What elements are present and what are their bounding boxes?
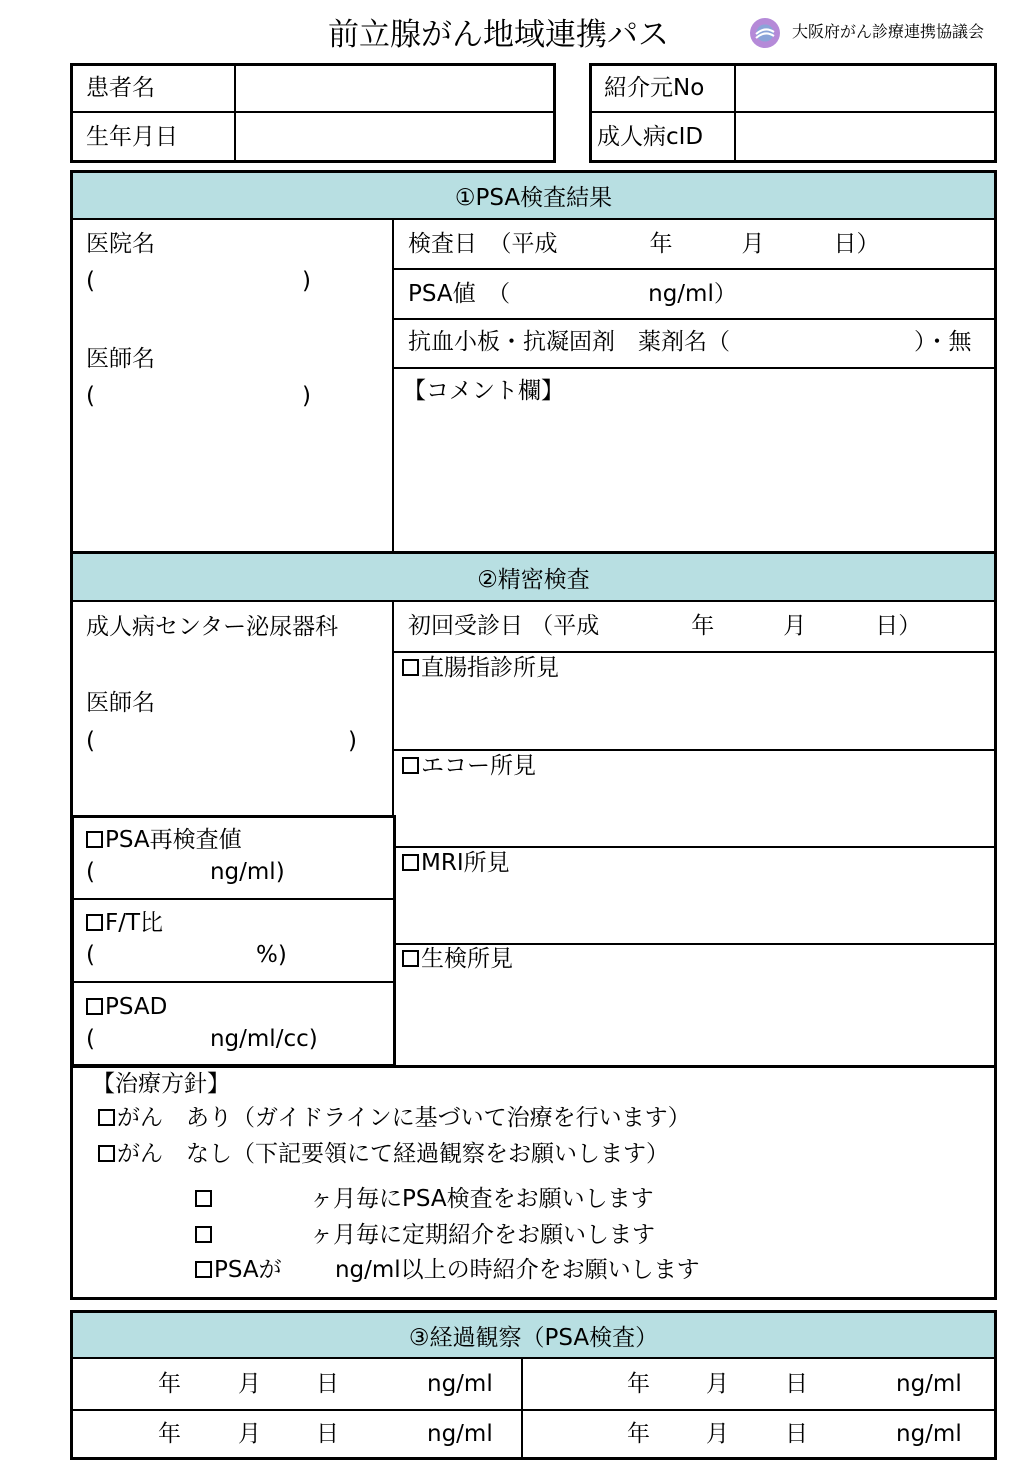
doctor-name-field[interactable]: ( ) xyxy=(86,383,311,409)
mri-checkbox[interactable] xyxy=(402,854,419,871)
psa-threshold-checkbox[interactable] xyxy=(195,1261,212,1278)
day-label: 日 xyxy=(316,1371,339,1397)
patient-name-label: 患者名 xyxy=(86,75,155,101)
psa-value-field[interactable]: PSA値 （ ng/ml） xyxy=(408,281,737,307)
dre-checkbox[interactable] xyxy=(402,659,419,676)
hospital-name-field[interactable]: ( ) xyxy=(86,268,311,294)
first-visit-date-field[interactable]: 初回受診日 （平成 年 月 日） xyxy=(408,613,922,639)
referral-no-label: 紹介元No xyxy=(604,75,705,101)
day-label: 日 xyxy=(785,1371,808,1397)
year-label: 年 xyxy=(627,1371,650,1397)
hospital-label: 医院名 xyxy=(86,231,155,257)
cancer-no-option[interactable]: がん なし（下記要領にて経過観察をお願いします） xyxy=(98,1143,669,1166)
referral-monthly-checkbox[interactable] xyxy=(195,1226,212,1243)
psa-retest-value-field[interactable]: ( ng/ml) xyxy=(86,859,285,885)
month-label: 月 xyxy=(706,1421,729,1447)
echo-findings[interactable]: エコー所見 xyxy=(402,755,536,778)
cancer-yes-option[interactable]: がん あり（ガイドラインに基づいて治療を行います） xyxy=(98,1107,691,1130)
mri-findings[interactable]: MRI所見 xyxy=(402,852,510,875)
month-label: 月 xyxy=(238,1421,261,1447)
cancer-yes-checkbox[interactable] xyxy=(98,1109,115,1126)
section1-header: ①PSA検査結果 xyxy=(73,173,994,220)
psa-monthly-checkbox[interactable] xyxy=(195,1190,212,1207)
section3-header: ③経過観察（PSA検査） xyxy=(73,1313,994,1359)
month-label: 月 xyxy=(238,1371,261,1397)
unit-label: ng/ml xyxy=(896,1371,962,1397)
anticoagulant-field[interactable]: 抗血小板・抗凝固剤 薬剤名（ ）・無 xyxy=(408,329,972,355)
org-name: 大阪府がん診療連携協議会 xyxy=(792,22,985,41)
unit-label: ng/ml xyxy=(896,1421,962,1447)
day-label: 日 xyxy=(316,1421,339,1447)
dob-field[interactable] xyxy=(237,114,553,160)
ft-ratio-checkbox[interactable] xyxy=(86,914,103,931)
patient-name-field[interactable] xyxy=(237,66,553,110)
comment-field[interactable] xyxy=(395,408,993,548)
center-id-label: 成人病cID xyxy=(597,124,704,150)
unit-label: ng/ml xyxy=(427,1371,493,1397)
exam-date-field[interactable]: 検査日 （平成 年 月 日） xyxy=(408,231,880,257)
ft-ratio-label[interactable]: F/T比 xyxy=(86,912,163,935)
psad-value-field[interactable]: ( ng/ml/cc) xyxy=(86,1026,318,1052)
section2-doctor-label: 医師名 xyxy=(86,690,155,716)
year-label: 年 xyxy=(158,1421,181,1447)
ft-ratio-value-field[interactable]: ( %) xyxy=(86,942,287,968)
psa-retest-label[interactable]: PSA再検査値 xyxy=(86,829,242,852)
day-label: 日 xyxy=(785,1421,808,1447)
biopsy-checkbox[interactable] xyxy=(402,950,419,967)
psad-label[interactable]: PSAD xyxy=(86,996,167,1019)
psa-retest-checkbox[interactable] xyxy=(86,831,103,848)
cancer-no-checkbox[interactable] xyxy=(98,1145,115,1162)
dre-findings[interactable]: 直腸指診所見 xyxy=(402,657,559,680)
comment-label: 【コメント欄】 xyxy=(403,378,564,404)
referral-no-field[interactable] xyxy=(737,66,994,110)
section2-header: ②精密検査 xyxy=(73,554,994,602)
dob-label: 生年月日 xyxy=(86,124,178,150)
unit-label: ng/ml xyxy=(427,1421,493,1447)
section2-doctor-field[interactable]: ( ) xyxy=(86,728,357,754)
month-label: 月 xyxy=(706,1371,729,1397)
psad-checkbox[interactable] xyxy=(86,998,103,1015)
psa-monthly-option[interactable]: ヶ月毎にPSA検査をお願いします xyxy=(195,1188,654,1211)
echo-checkbox[interactable] xyxy=(402,757,419,774)
council-logo-icon xyxy=(750,18,780,48)
year-label: 年 xyxy=(627,1421,650,1447)
psa-threshold-option[interactable]: PSAが ng/ml以上の時紹介をお願いします xyxy=(195,1259,700,1282)
policy-header: 【治療方針】 xyxy=(92,1071,230,1097)
referral-monthly-option[interactable]: ヶ月毎に定期紹介をお願いします xyxy=(195,1224,655,1247)
year-label: 年 xyxy=(158,1371,181,1397)
dept-label: 成人病センター泌尿器科 xyxy=(86,614,339,640)
page-title: 前立腺がん地域連携パス xyxy=(328,17,669,53)
center-id-field[interactable] xyxy=(737,114,994,160)
biopsy-findings[interactable]: 生検所見 xyxy=(402,948,513,971)
doctor-label: 医師名 xyxy=(86,346,155,372)
